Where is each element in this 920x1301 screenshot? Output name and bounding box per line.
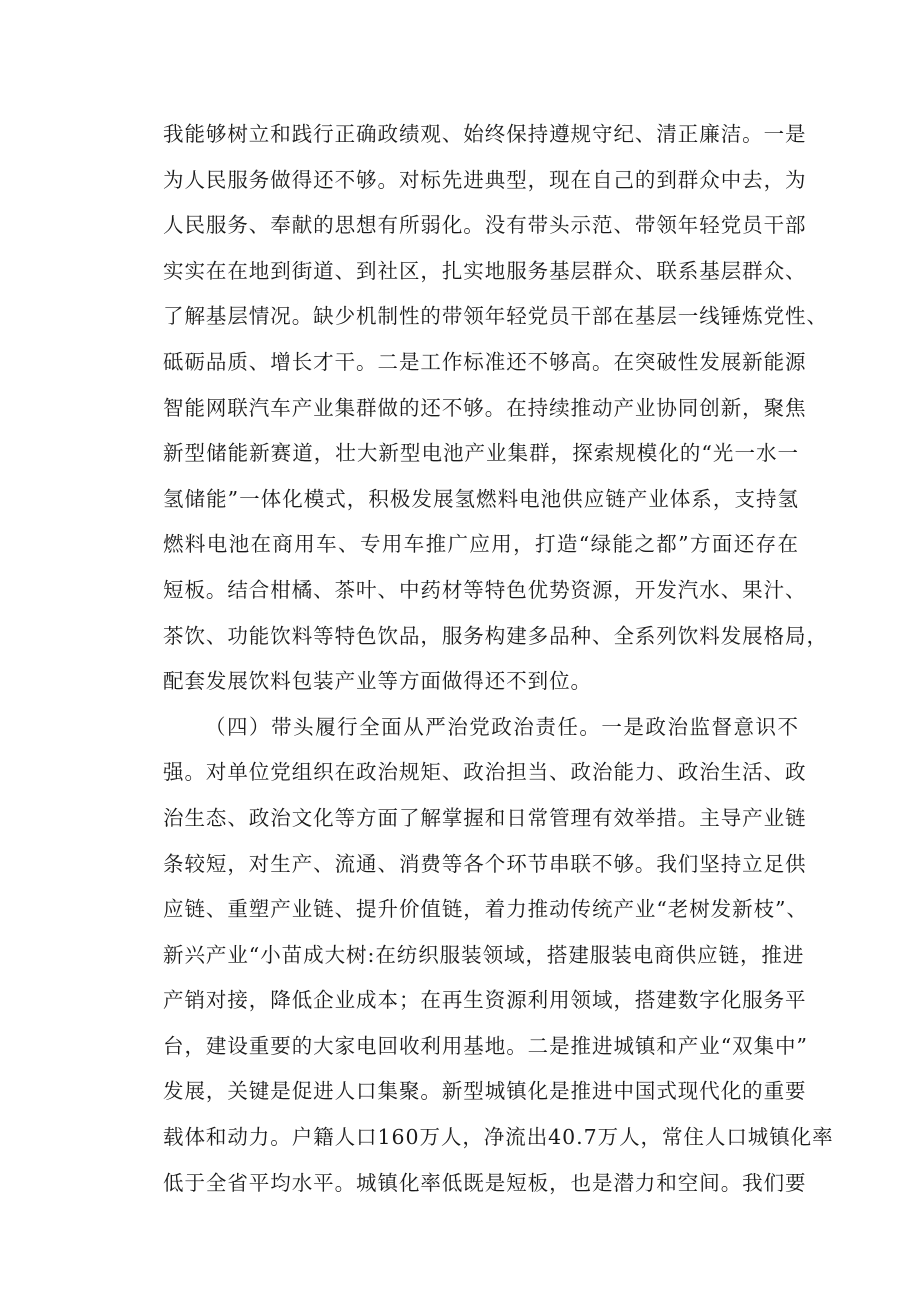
text-line: 了解基层情况。缺少机制性的带领年轻党员干部在基层一线锤炼党性、 bbox=[163, 304, 828, 329]
text-line: 氢储能”一体化模式，积极发展氢燃料电池供应链产业体系，支持氢 bbox=[163, 486, 799, 511]
text-line: 配套发展饮料包装产业等方面做得还不到位。 bbox=[163, 669, 592, 694]
text-line: 载体和动力。户籍人口160万人，净流出40.7万人，常住人口城镇化率 bbox=[163, 1125, 834, 1150]
text-line: 治生态、政治文化等方面了解掌握和日常管理有效举措。主导产业链 bbox=[163, 805, 807, 830]
text-line: 发展，关键是促进人口集聚。新型城镇化是推进中国式现代化的重要 bbox=[163, 1079, 807, 1104]
text-line: 低于全省平均水平。城镇化率低既是短板，也是潜力和空间。我们要 bbox=[163, 1170, 807, 1195]
text-line: 我能够树立和践行正确政绩观、始终保持遵规守纪、清正廉洁。一是 bbox=[163, 122, 807, 146]
text-line: 茶饮、功能饮料等特色饮品，服务构建多品种、全系列饮料发展格局， bbox=[163, 623, 828, 648]
text-line: 新兴产业“小苗成大树:在纺织服装领域，搭建服装电商供应链，推进 bbox=[163, 942, 805, 967]
text-line: 应链、重塑产业链、提升价值链，着力推动传统产业“老树发新枝”、 bbox=[163, 897, 808, 922]
text-line: 强。对单位党组织在政治规矩、政治担当、政治能力、政治生活、政 bbox=[163, 760, 807, 785]
text-line: 实实在在地到街道、到社区，扎实地服务基层群众、联系基层群众、 bbox=[163, 258, 807, 283]
text-line: 条较短，对生产、流通、消费等各个环节串联不够。我们坚持立足供 bbox=[163, 851, 807, 876]
text-line: 台，建设重要的大家电回收利用基地。二是推进城镇和产业“双集中” bbox=[163, 1033, 808, 1058]
text-line: 新型储能新赛道，壮大新型电池产业集群，探索规模化的“光一水一 bbox=[163, 441, 799, 466]
text-line: 砥砺品质、增长才干。二是工作标准还不够高。在突破性发展新能源 bbox=[163, 349, 807, 374]
text-line: 燃料电池在商用车、专用车推广应用，打造“绿能之都”方面还存在 bbox=[163, 532, 799, 557]
section-heading-line: （四）带头履行全面从严治党政治责任。一是政治监督意识不 bbox=[205, 714, 799, 739]
text-line: 产销对接，降低企业成本；在再生资源利用领域，搭建数字化服务平 bbox=[163, 988, 807, 1013]
text-line: 短板。结合柑橘、茶叶、中药材等特色优势资源，开发汽水、果汁、 bbox=[163, 577, 807, 602]
text-line: 为人民服务做得还不够。对标先进典型，现在自己的到群众中去，为 bbox=[163, 167, 807, 192]
text-line: 人民服务、奉献的思想有所弱化。没有带头示范、带领年轻党员干部 bbox=[163, 213, 807, 238]
body-text bbox=[163, 112, 834, 1206]
text-line: 智能网联汽车产业集群做的还不够。在持续推动产业协同创新，聚焦 bbox=[163, 395, 807, 420]
